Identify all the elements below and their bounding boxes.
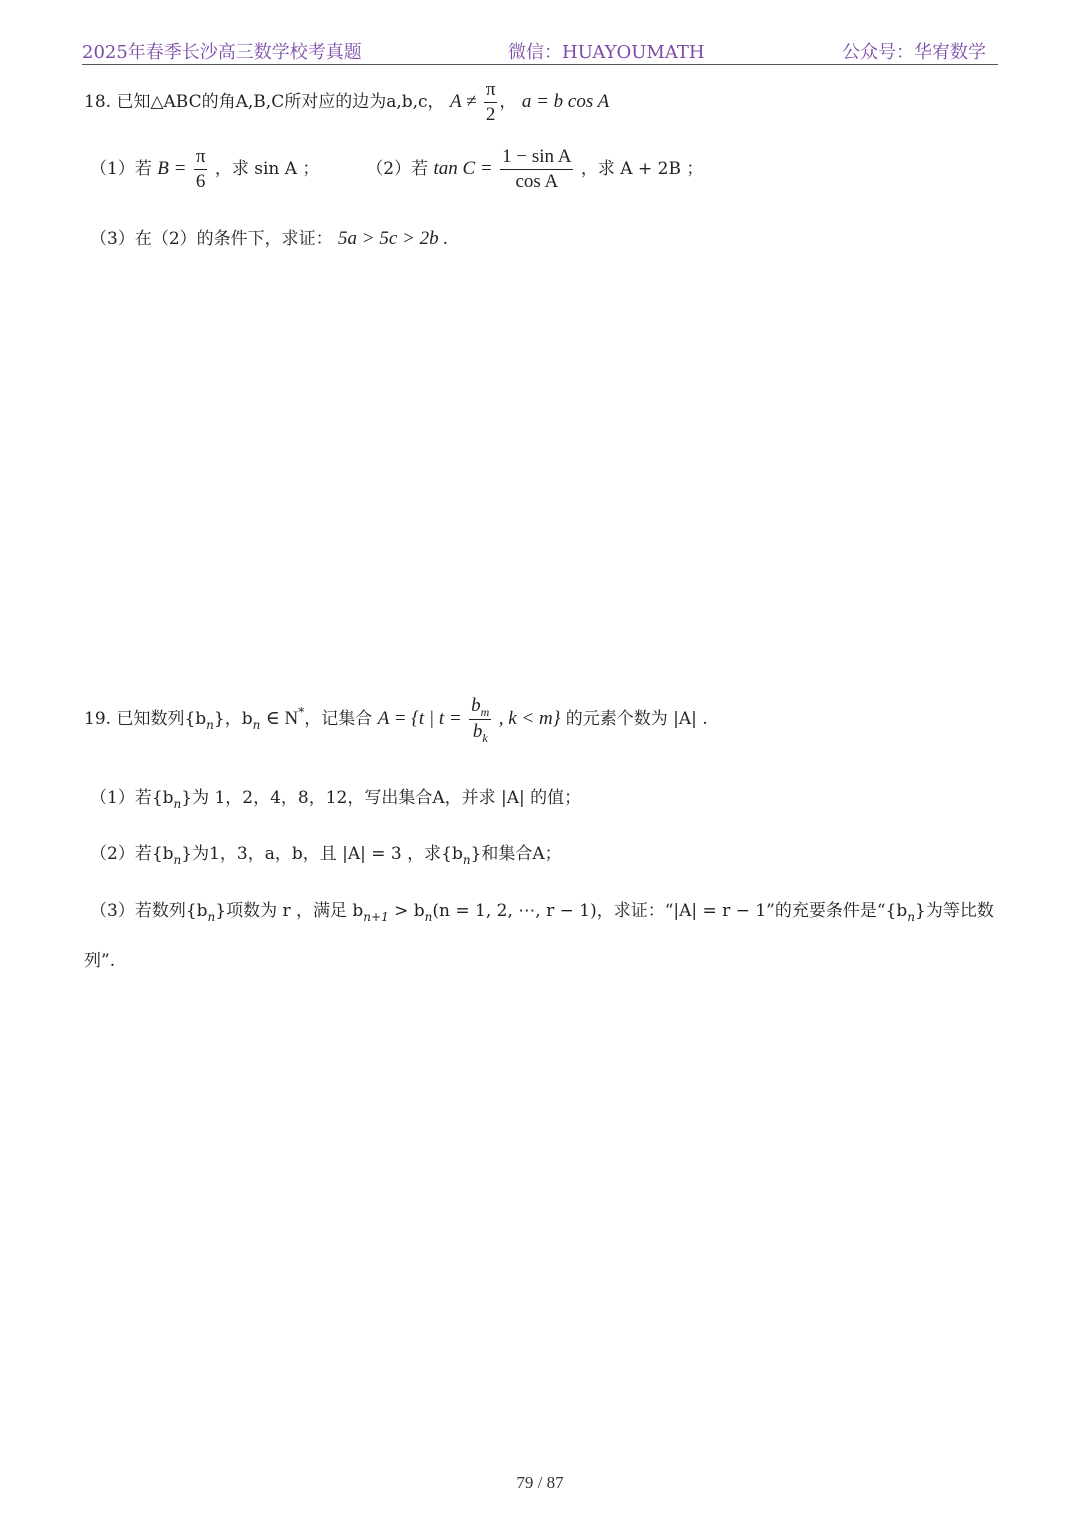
page-number: 79 / 87 — [516, 1473, 564, 1492]
tan-fraction: $\frac{\text{1 − sin A}}{\text{cos A}}$ — [502, 146, 572, 192]
q19-part3-tail: 列”. — [84, 951, 116, 971]
q19-part3: （3）若数列$\{b_n\}$项数为 r ，满足 $b_{n+1} > b_n(n = 1$, 2, ⋯, r − 1)，求证：“|A| = r − 1”的充要条件是“$\{b_n\}$为等比数 — [90, 901, 994, 924]
header-account: 公众号：华宥数学 — [842, 42, 986, 63]
q19-part2: （2）若$\{b_n\}$为1，3，a，b，且 |A| = 3 ，求$\{b_n\}$和集合A； — [90, 844, 562, 867]
q19-stem: 19. 已知数列$\{b_n\}$，$b_n$ ∈ N*，记集合 A = {t | t = $\frac{b_m}{b_k}$ , k < m} 的元素个数为 |A| . — [84, 695, 708, 745]
pi-over-6-fraction: $\frac{\pi}{6}$ — [195, 146, 206, 192]
header-wechat: 微信：HUAYOUMATH — [508, 42, 705, 63]
pi-over-2-fraction: $\frac{\pi}{2}$ — [485, 79, 496, 125]
q18-stem: 18. 已知△ABC的角A,B,C所对应的边为a,b,c， A ≠ $\frac{\pi}{2}$ ， a = b cos A — [84, 79, 610, 125]
bm-over-bk-fraction: $\frac{b_m}{b_k}$ — [471, 695, 490, 745]
header-title: 2025年春季长沙高三数学校考真题 — [82, 42, 362, 63]
q18-part1-part2: （1）若 B = $\frac{\pi}{6}$ ，求 sin A ； （2）若 tan C = $\frac{\text{1 − sin A}}{\text{cos A}}$ ，求 A + 2B ； — [90, 146, 704, 192]
page-header — [82, 36, 998, 65]
q19-part1: （1）若$\{b_n\}$为 1，2，4，8，12，写出集合A，并求 |A| 的值； — [90, 788, 582, 811]
q18-part3: （3）在（2）的条件下，求证： 5a > 5c > 2b . — [90, 228, 449, 249]
